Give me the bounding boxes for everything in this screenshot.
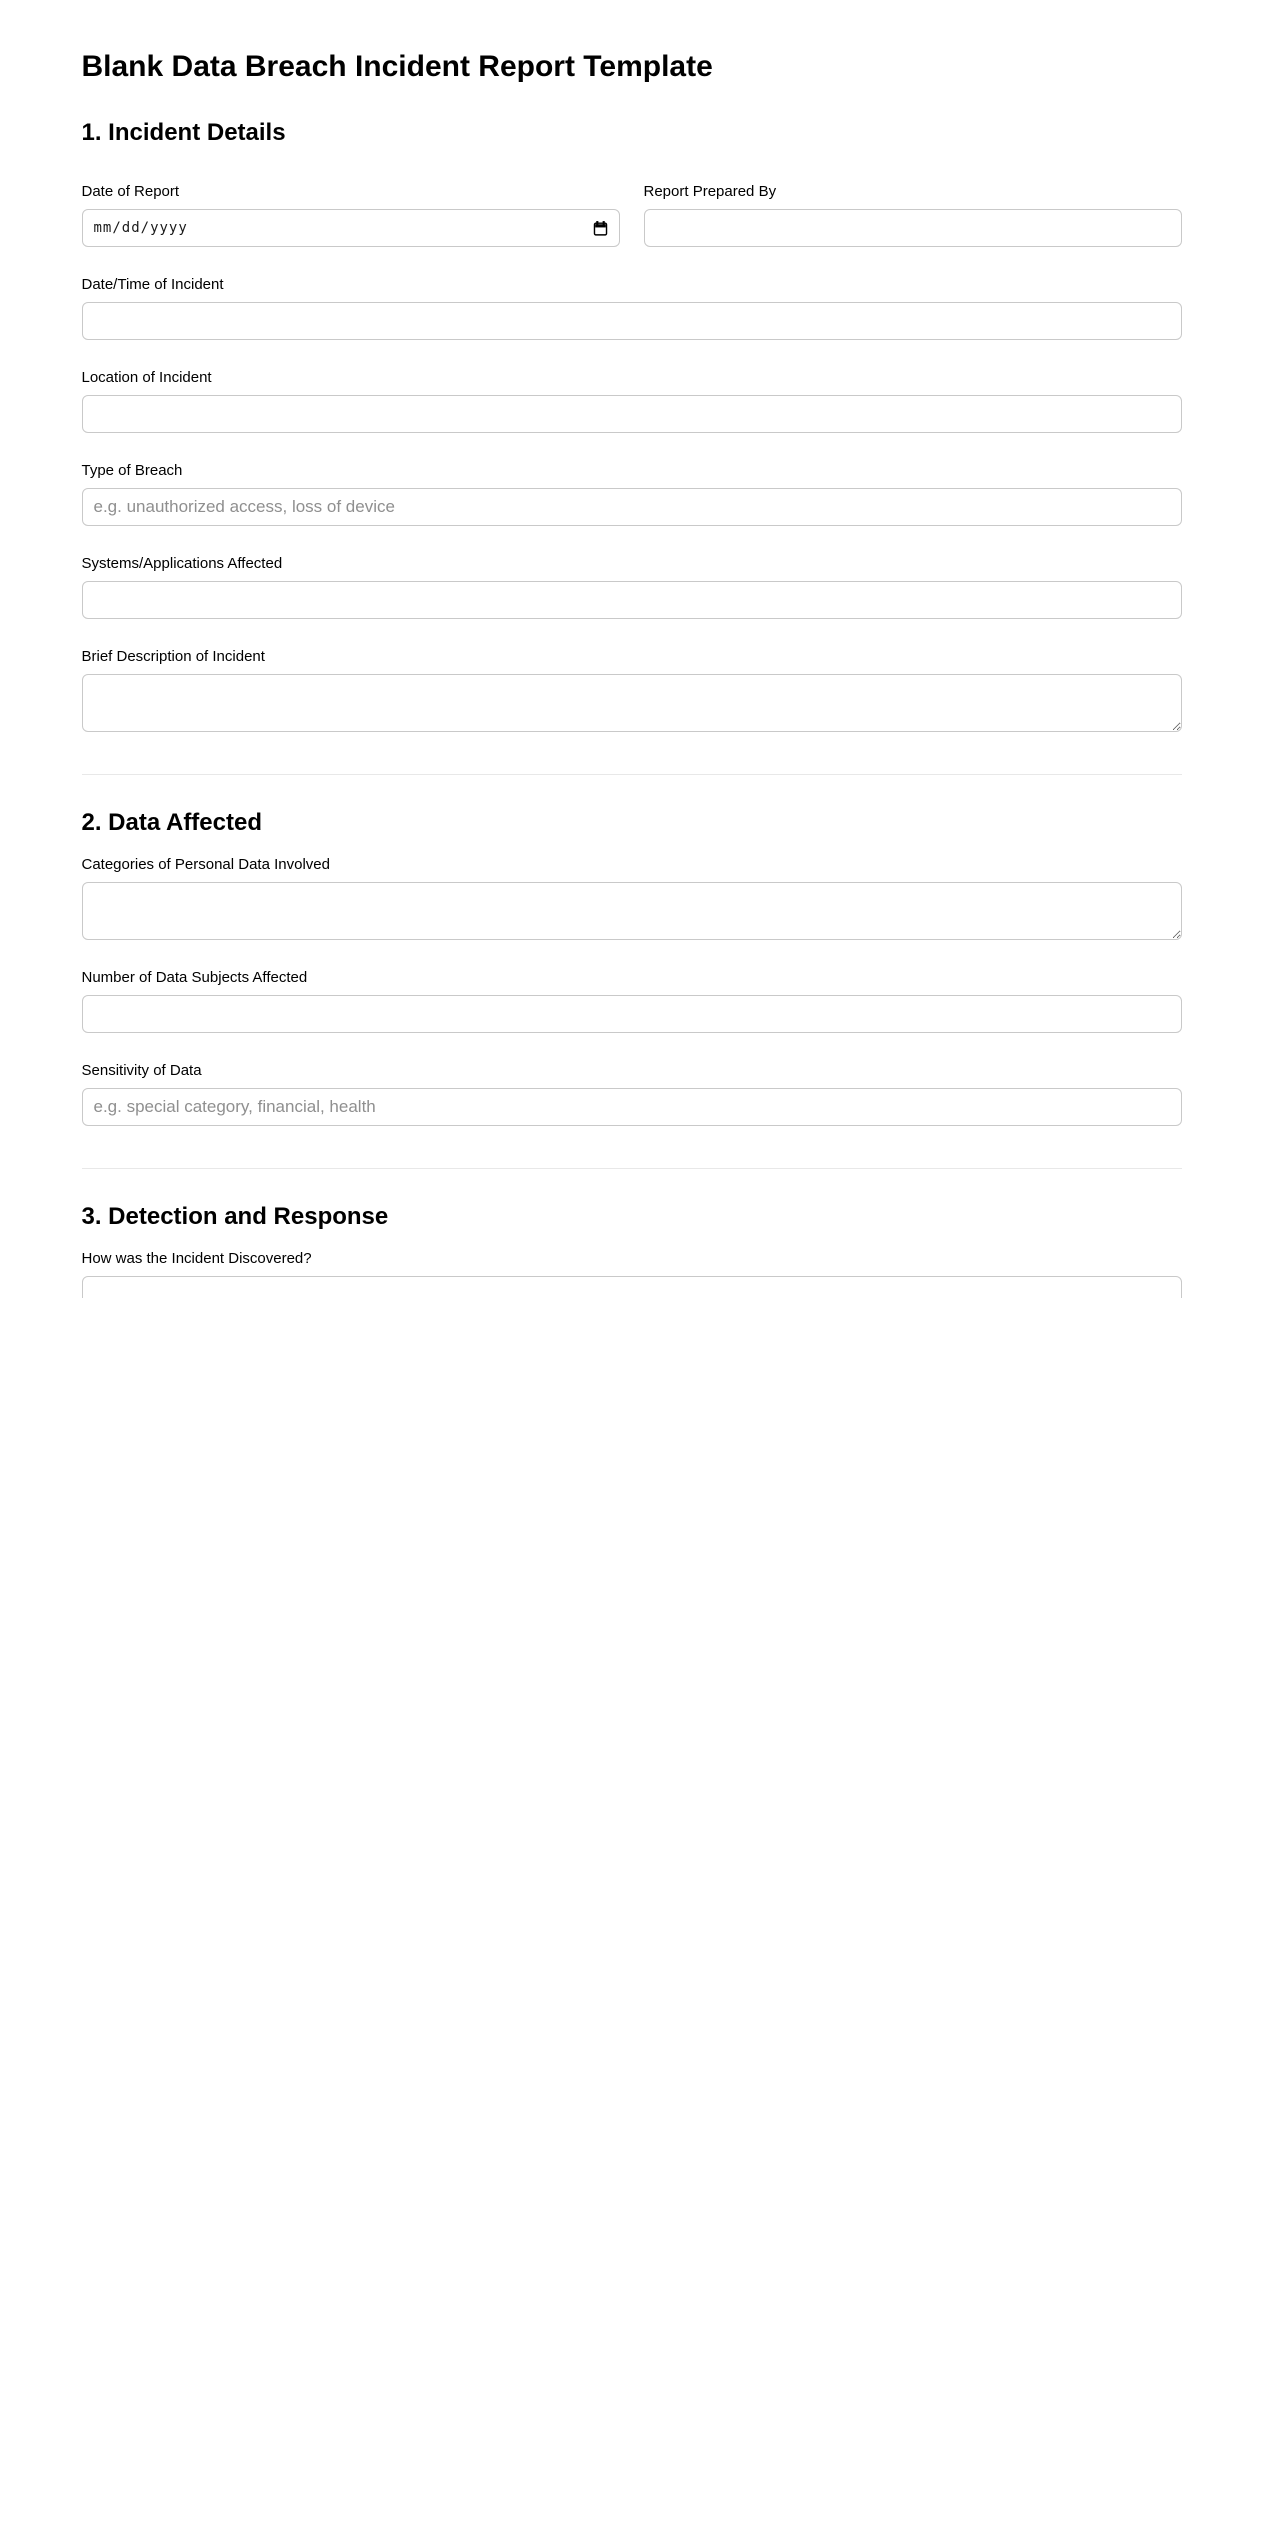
field-report-prepared-by bbox=[644, 183, 1182, 247]
section-heading-data-affected: 2. Data Affected bbox=[81, 809, 262, 837]
form-container bbox=[82, 0, 1182, 1298]
section-incident-details bbox=[82, 183, 1182, 732]
field-categories-personal-data bbox=[82, 856, 1182, 940]
report-prepared-by-input[interactable] bbox=[644, 209, 1182, 247]
field-date-of-report bbox=[82, 183, 620, 247]
field-type-of-breach bbox=[82, 462, 1182, 526]
date-of-report-input[interactable] bbox=[82, 209, 620, 247]
calendar-icon[interactable] bbox=[592, 220, 609, 237]
field-incident-discovered bbox=[82, 1250, 1182, 1298]
date-placeholder-text: mm/dd/yyyy bbox=[93, 220, 188, 237]
field-location-of-incident bbox=[82, 369, 1182, 433]
field-row-date-preparedby bbox=[82, 183, 1182, 247]
field-number-data-subjects bbox=[82, 969, 1182, 1033]
number-data-subjects-input[interactable] bbox=[82, 995, 1182, 1033]
systems-affected-input[interactable] bbox=[82, 581, 1182, 619]
page-title: Blank Data Breach Incident Report Template bbox=[81, 50, 713, 83]
field-brief-description bbox=[82, 648, 1182, 732]
datetime-of-incident-input[interactable] bbox=[82, 302, 1182, 340]
section-detection-response bbox=[82, 1250, 1182, 1298]
field-datetime-of-incident bbox=[82, 276, 1182, 340]
section-data-affected bbox=[82, 856, 1182, 1126]
section-heading-incident-details: 1. Incident Details bbox=[81, 118, 286, 146]
incident-discovered-textarea[interactable] bbox=[82, 1276, 1182, 1298]
date-of-report-label: Date of Report bbox=[81, 183, 180, 201]
sensitivity-of-data-input[interactable] bbox=[82, 1088, 1182, 1126]
type-of-breach-label: Type of Breach bbox=[81, 462, 183, 480]
datetime-of-incident-label: Date/Time of Incident bbox=[81, 276, 224, 294]
brief-description-textarea[interactable] bbox=[82, 674, 1182, 732]
number-data-subjects-label: Number of Data Subjects Affected bbox=[81, 969, 308, 987]
systems-affected-label: Systems/Applications Affected bbox=[81, 555, 283, 573]
report-prepared-by-label: Report Prepared By bbox=[643, 183, 777, 201]
location-of-incident-input[interactable] bbox=[82, 395, 1182, 433]
brief-description-label: Brief Description of Incident bbox=[81, 648, 265, 666]
incident-discovered-label: How was the Incident Discovered? bbox=[81, 1249, 312, 1267]
location-of-incident-label: Location of Incident bbox=[81, 369, 212, 387]
field-sensitivity-of-data bbox=[82, 1062, 1182, 1126]
field-systems-affected bbox=[82, 555, 1182, 619]
type-of-breach-input[interactable] bbox=[82, 488, 1182, 526]
section-divider bbox=[82, 1168, 1182, 1169]
categories-personal-data-textarea[interactable] bbox=[82, 882, 1182, 940]
categories-personal-data-label: Categories of Personal Data Involved bbox=[81, 856, 330, 874]
section-divider bbox=[82, 774, 1182, 775]
sensitivity-of-data-label: Sensitivity of Data bbox=[81, 1062, 202, 1080]
section-heading-detection-response: 3. Detection and Response bbox=[81, 1203, 389, 1231]
